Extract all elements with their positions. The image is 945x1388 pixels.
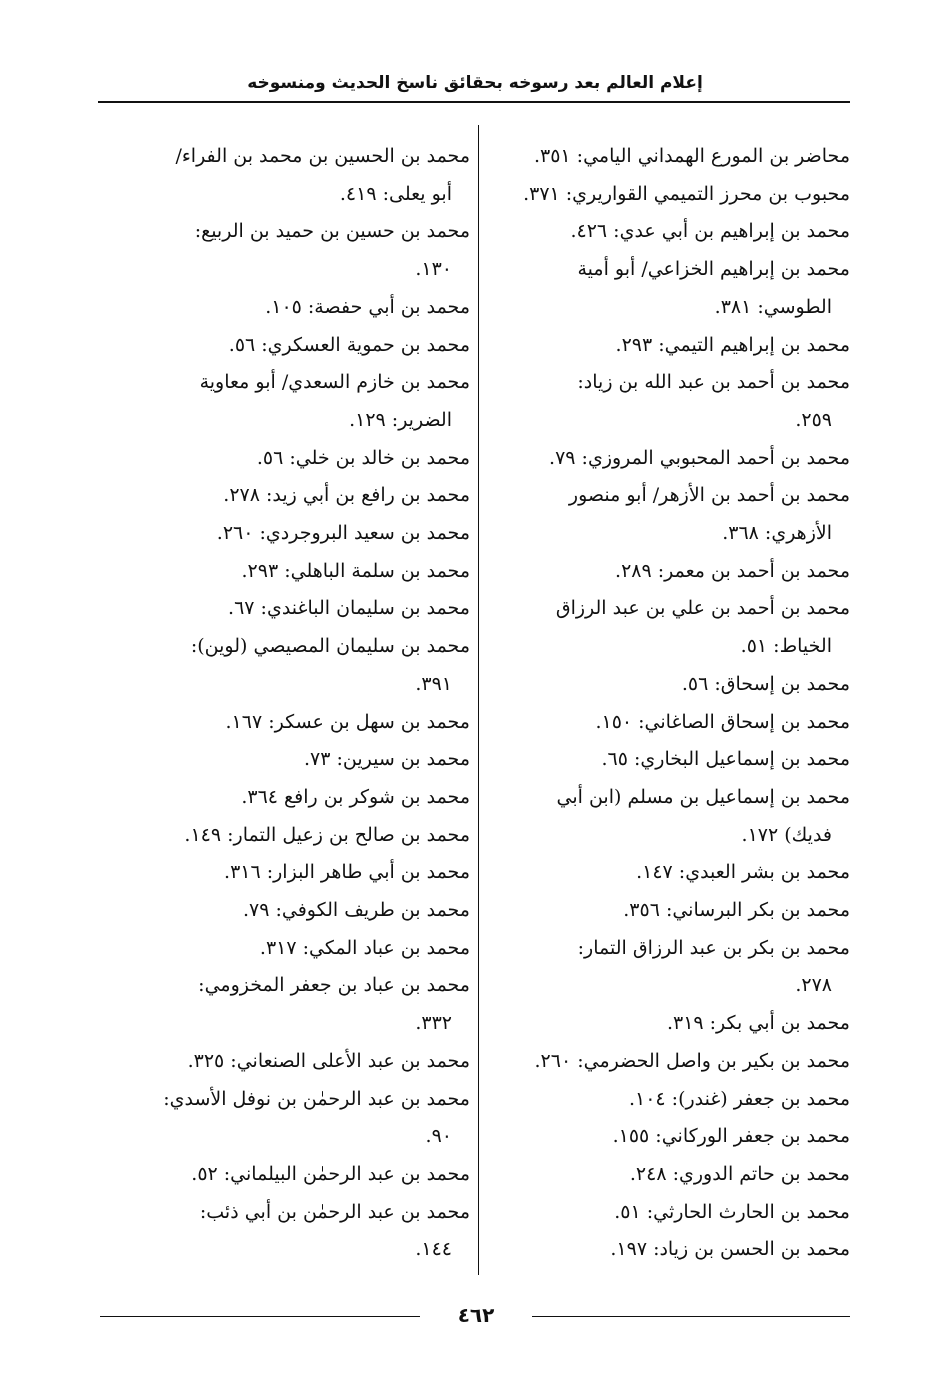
header-rule [98,101,850,103]
entry-line: محمد بن أحمد المحبوبي المروزي: ٧٩. [549,446,850,469]
index-entry [100,1156,470,1194]
entry-line: محمد بن عباد المكي: ٣١٧. [259,936,470,959]
index-entry [100,289,470,327]
index-entry [100,515,470,553]
entry-line: محمد بن سليمان الباغندي: ٦٧. [228,597,470,620]
entry-line: محمد بن أحمد بن الأزهر/ أبو منصور [568,484,850,507]
entry-line: محمد بن حسين بن حميد بن الربيع: [194,220,470,243]
index-entry [486,1081,850,1119]
running-header-title: إعلام العالم بعد رسوخه بحقائق ناسخ الحديث ومنسوخه [247,73,703,93]
entry-line: محمد بن خازم السعدي/ أبو معاوية [199,371,470,394]
entry-line: محمد بن بكر بن عبد الرزاق التمار: [577,936,850,959]
index-entry [486,930,850,1005]
index-entry [486,1043,850,1081]
entry-line: محمد بن رافع بن أبي زيد: ٢٧٨. [223,484,470,507]
entry-line: محمد بن الحسين بن محمد بن الفراء/ [175,145,470,167]
index-entry [486,213,850,251]
entry-line: محمد بن إسحاق: ٥٦. [681,672,850,695]
index-entry [486,1118,850,1156]
column-divider [478,125,479,1275]
index-entry [486,590,850,665]
index-entry [100,628,470,703]
entry-line: محمد بن سهل بن عسكر: ١٦٧. [225,710,470,733]
entry-line: محمد بن إسماعيل البخاري: ٦٥. [601,748,850,771]
entry-continuation: فديك) ١٧٢. [741,823,832,846]
entry-line: محمد بن عبد الأعلى الصنعاني: ٣٢٥. [187,1049,470,1072]
index-entry [100,327,470,365]
entry-continuation: ٣٩١. [415,672,452,695]
entry-line: محمد بن طريف الكوفي: ٧٩. [242,899,470,922]
entry-continuation: ٢٥٩. [795,408,832,431]
index-entry [100,213,470,288]
entry-line: محمد بن أحمد بن عبد الله بن زياد: [577,371,850,394]
index-entry [100,364,470,439]
entry-line: محمد بن بشر العبدي: ١٤٧. [636,861,850,884]
index-entry [486,741,850,779]
entry-line: محمد بن إسحاق الصاغاني: ١٥٠. [595,710,850,733]
index-entry [100,590,470,628]
index-entry [100,741,470,779]
index-entry [100,892,470,930]
entry-line: محمد بن عبد الرحمٰن بن أبي ذئب: [199,1200,470,1223]
index-entry [486,327,850,365]
index-entry [100,930,470,968]
footer-rule-left [100,1316,420,1317]
index-entry [486,854,850,892]
entry-line: محمد بن سيرين: ٧٣. [303,748,470,771]
index-entry [486,440,850,478]
index-entry [100,1194,470,1269]
entry-line: محمد بن سليمان المصيصي (لوين): [190,635,470,658]
index-entry [486,1156,850,1194]
index-entry [100,477,470,515]
index-entry [486,364,850,439]
index-entry [486,138,850,176]
entry-line: محمد بن أحمد بن معمر: ٢٨٩. [615,559,850,582]
entry-line: محمد بن إبراهيم الخزاعي/ أبو أمية [577,258,850,281]
entry-line: محمد بن بكير بن واصل الحضرمي: ٢٦٠. [534,1049,850,1072]
index-entry [100,779,470,817]
entry-line: محمد بن أبي بكر: ٣١٩. [666,1012,850,1035]
index-entry [486,477,850,552]
entry-continuation: الضرير: ١٢٩. [349,408,452,431]
index-entry [100,440,470,478]
entry-continuation: ١٣٠. [415,258,452,281]
entry-line: محمد بن صالح بن زعيل التمار: ١٤٩. [184,823,470,846]
index-entry [486,251,850,326]
entry-line: محمد بن سعيد البروجردي: ٢٦٠. [216,522,470,545]
index-entry [486,1005,850,1043]
entry-line: محمد بن عبد الرحمٰن بن نوفل الأسدي: [163,1087,470,1110]
entry-continuation: الخياط: ٥١. [740,635,832,658]
entry-line: محمد بن إبراهيم بن أبي عدي: ٤٢٦. [570,220,850,243]
entry-line: محمد بن بكر البرساني: ٣٥٦. [623,899,850,922]
entry-line: محمد بن شوكر بن رافع ٣٦٤. [241,785,470,808]
entry-continuation: الطوسي: ٣٨١. [714,295,832,318]
page-number: ٤٦٢ [457,1303,495,1327]
index-entry [486,1194,850,1232]
entry-continuation: أبو يعلى: ٤١٩. [339,182,452,205]
entry-continuation: ١٤٤. [415,1238,452,1261]
entry-line: محمد بن الحارث الحارثي: ٥١. [614,1200,850,1223]
entry-line: محاضر بن المورع الهمداني اليامي: ٣٥١. [533,145,850,167]
index-entry [486,704,850,742]
index-entry [100,967,470,1042]
entry-continuation: ٣٣٢. [415,1012,452,1035]
entry-line: محمد بن أحمد بن علي بن عبد الرزاق [555,597,850,620]
index-entry [100,854,470,892]
entry-line: محمد بن جعفر الوركاني: ١٥٥. [612,1125,850,1148]
index-entry [100,553,470,591]
index-entry [100,1043,470,1081]
entry-line: محمد بن عبد الرحمٰن البيلماني: ٥٢. [191,1162,470,1185]
entry-line: محمد بن سلمة الباهلي: ٢٩٣. [241,559,470,582]
index-entry [100,138,470,213]
index-entry [100,817,470,855]
entry-line: محمد بن حموية العسكري: ٥٦. [228,333,470,356]
entry-line: محمد بن إسماعيل بن مسلم (ابن أبي [556,785,850,808]
entry-continuation: الأزهري: ٣٦٨. [722,522,832,545]
index-entry [486,553,850,591]
entry-line: محبوب بن محرز التميمي القواريري: ٣٧١. [523,182,850,205]
entry-line: محمد بن خالد بن خلي: ٥٦. [256,446,470,469]
index-entry [486,892,850,930]
entry-line: محمد بن جعفر (غندر): ١٠٤. [628,1087,850,1110]
index-entry [100,1081,470,1156]
entry-line: محمد بن حاتم الدوري: ٢٤٨. [629,1162,850,1185]
entry-line: محمد بن إبراهيم التيمي: ٢٩٣. [615,333,850,356]
entry-line: محمد بن أبي طاهر البزار: ٣١٦. [224,861,470,884]
footer-rule-right [532,1316,850,1317]
entry-line: محمد بن أبي حفصة: ١٠٥. [265,295,470,318]
index-column-right [486,138,850,1269]
entry-continuation: ٢٧٨. [795,974,832,997]
index-entry [486,176,850,214]
index-entry [486,1231,850,1269]
index-entry [100,704,470,742]
index-column-left [100,138,470,1269]
index-entry [486,779,850,854]
entry-line: محمد بن عباد بن جعفر المخزومي: [198,974,470,997]
index-entry [486,666,850,704]
entry-continuation: ٩٠. [425,1125,452,1148]
entry-line: محمد بن الحسن بن زياد: ١٩٧. [610,1238,850,1261]
